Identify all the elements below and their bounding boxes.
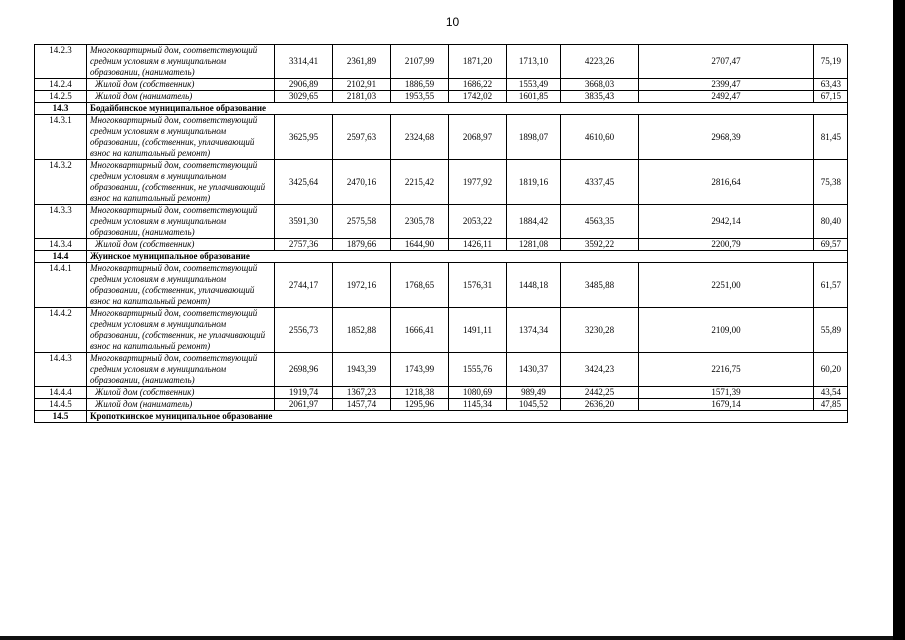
scan-bottom-edge — [0, 636, 893, 640]
value-cell: 75,19 — [814, 45, 848, 79]
value-cell: 1601,85 — [507, 91, 561, 103]
value-cell: 1644,90 — [391, 239, 449, 251]
value-cell: 2597,63 — [333, 115, 391, 160]
table-row — [35, 91, 848, 103]
row-description: Многоквартирный дом, соответствующий средним условиям в муниципальном образовании, (собственник, уплачивающий взнос на капитальный ремонт) — [87, 115, 275, 160]
value-cell: 1713,10 — [507, 45, 561, 79]
value-cell: 2556,73 — [275, 308, 333, 353]
value-cell: 81,45 — [814, 115, 848, 160]
value-cell: 1218,38 — [391, 387, 449, 399]
value-cell: 1426,11 — [449, 239, 507, 251]
row-code: 14.4 — [35, 251, 87, 263]
value-cell: 1571,39 — [639, 387, 814, 399]
row-description: Жилой дом (наниматель) — [87, 399, 275, 411]
table-row — [35, 308, 848, 353]
value-cell: 4223,26 — [561, 45, 639, 79]
value-cell: 3425,64 — [275, 160, 333, 205]
value-cell: 43,54 — [814, 387, 848, 399]
section-header-row — [35, 411, 848, 423]
row-code: 14.4.5 — [35, 399, 87, 411]
value-cell: 1555,76 — [449, 353, 507, 387]
row-code: 14.3.3 — [35, 205, 87, 239]
row-code: 14.3.2 — [35, 160, 87, 205]
value-cell: 2324,68 — [391, 115, 449, 160]
value-cell: 2109,00 — [639, 308, 814, 353]
table-row — [35, 45, 848, 79]
row-description: Многоквартирный дом, соответствующий средним условиям в муниципальном образовании, (собственник, не уплачивающий взнос на капитальный ремонт) — [87, 308, 275, 353]
value-cell: 4610,60 — [561, 115, 639, 160]
table-row — [35, 387, 848, 399]
value-cell: 1374,34 — [507, 308, 561, 353]
row-description: Многоквартирный дом, соответствующий средним условиям в муниципальном образовании, (наниматель) — [87, 205, 275, 239]
value-cell: 1080,69 — [449, 387, 507, 399]
value-cell: 2305,78 — [391, 205, 449, 239]
row-code: 14.4.3 — [35, 353, 87, 387]
row-description: Многоквартирный дом, соответствующий средним условиям в муниципальном образовании, (наниматель) — [87, 353, 275, 387]
value-cell: 1871,20 — [449, 45, 507, 79]
value-cell: 2102,91 — [333, 79, 391, 91]
row-description: Многоквартирный дом, соответствующий средним условиям в муниципальном образовании, (собственник, не уплачивающий взнос на капитальный ремонт) — [87, 160, 275, 205]
value-cell: 55,89 — [814, 308, 848, 353]
value-cell: 2968,39 — [639, 115, 814, 160]
value-cell: 75,38 — [814, 160, 848, 205]
value-cell: 2906,89 — [275, 79, 333, 91]
value-cell: 2942,14 — [639, 205, 814, 239]
row-code: 14.4.1 — [35, 263, 87, 308]
value-cell: 1576,31 — [449, 263, 507, 308]
value-cell: 2181,03 — [333, 91, 391, 103]
table-row — [35, 205, 848, 239]
value-cell: 1742,02 — [449, 91, 507, 103]
row-code: 14.3.4 — [35, 239, 87, 251]
row-description: Жилой дом (собственник) — [87, 79, 275, 91]
section-header-row — [35, 103, 848, 115]
value-cell: 60,20 — [814, 353, 848, 387]
value-cell: 1819,16 — [507, 160, 561, 205]
value-cell: 1852,88 — [333, 308, 391, 353]
page-number: 10 — [445, 15, 460, 29]
row-code: 14.2.4 — [35, 79, 87, 91]
value-cell: 2636,20 — [561, 399, 639, 411]
value-cell: 4337,45 — [561, 160, 639, 205]
value-cell: 63,43 — [814, 79, 848, 91]
row-code: 14.3 — [35, 103, 87, 115]
row-description: Жилой дом (собственник) — [87, 387, 275, 399]
value-cell: 1768,65 — [391, 263, 449, 308]
row-description: Многоквартирный дом, соответствующий средним условиям в муниципальном образовании, (собственник, уплачивающий взнос на капитальный ремонт) — [87, 263, 275, 308]
value-cell: 1045,52 — [507, 399, 561, 411]
value-cell: 1879,66 — [333, 239, 391, 251]
table-row — [35, 353, 848, 387]
value-cell: 3625,95 — [275, 115, 333, 160]
value-cell: 2757,36 — [275, 239, 333, 251]
value-cell: 4563,35 — [561, 205, 639, 239]
value-cell: 3314,41 — [275, 45, 333, 79]
value-cell: 3592,22 — [561, 239, 639, 251]
table-row — [35, 399, 848, 411]
section-title: Жуинское муниципальное образование — [87, 251, 848, 263]
value-cell: 2200,79 — [639, 239, 814, 251]
value-cell: 1898,07 — [507, 115, 561, 160]
table-row — [35, 263, 848, 308]
value-cell: 1884,42 — [507, 205, 561, 239]
row-code: 14.3.1 — [35, 115, 87, 160]
value-cell: 2068,97 — [449, 115, 507, 160]
row-description: Жилой дом (собственник) — [87, 239, 275, 251]
tariff-table — [34, 44, 848, 423]
table-row — [35, 115, 848, 160]
value-cell: 1553,49 — [507, 79, 561, 91]
value-cell: 3835,43 — [561, 91, 639, 103]
value-cell: 2361,89 — [333, 45, 391, 79]
value-cell: 2061,97 — [275, 399, 333, 411]
value-cell: 2107,99 — [391, 45, 449, 79]
row-code: 14.5 — [35, 411, 87, 423]
row-description: Многоквартирный дом, соответствующий средним условиям в муниципальном образовании, (наниматель) — [87, 45, 275, 79]
table-row — [35, 239, 848, 251]
value-cell: 2215,42 — [391, 160, 449, 205]
value-cell: 2492,47 — [639, 91, 814, 103]
value-cell: 2470,16 — [333, 160, 391, 205]
value-cell: 61,57 — [814, 263, 848, 308]
value-cell: 2816,64 — [639, 160, 814, 205]
value-cell: 1145,34 — [449, 399, 507, 411]
value-cell: 1367,23 — [333, 387, 391, 399]
value-cell: 2707,47 — [639, 45, 814, 79]
table-row — [35, 79, 848, 91]
value-cell: 1886,59 — [391, 79, 449, 91]
value-cell: 3591,30 — [275, 205, 333, 239]
value-cell: 2744,17 — [275, 263, 333, 308]
row-code: 14.2.5 — [35, 91, 87, 103]
value-cell: 1430,37 — [507, 353, 561, 387]
section-header-row — [35, 251, 848, 263]
value-cell: 1448,18 — [507, 263, 561, 308]
value-cell: 2698,96 — [275, 353, 333, 387]
table-body — [35, 45, 848, 423]
value-cell: 2575,58 — [333, 205, 391, 239]
value-cell: 989,49 — [507, 387, 561, 399]
table-row — [35, 160, 848, 205]
value-cell: 69,57 — [814, 239, 848, 251]
value-cell: 1743,99 — [391, 353, 449, 387]
value-cell: 1491,11 — [449, 308, 507, 353]
value-cell: 2251,00 — [639, 263, 814, 308]
row-description: Жилой дом (наниматель) — [87, 91, 275, 103]
row-code: 14.2.3 — [35, 45, 87, 79]
value-cell: 3029,65 — [275, 91, 333, 103]
value-cell: 1666,41 — [391, 308, 449, 353]
value-cell: 1679,14 — [639, 399, 814, 411]
value-cell: 3230,28 — [561, 308, 639, 353]
section-title: Кропоткинское муниципальное образование — [87, 411, 848, 423]
value-cell: 1686,22 — [449, 79, 507, 91]
value-cell: 1295,96 — [391, 399, 449, 411]
value-cell: 1457,74 — [333, 399, 391, 411]
value-cell: 1919,74 — [275, 387, 333, 399]
value-cell: 1943,39 — [333, 353, 391, 387]
row-code: 14.4.4 — [35, 387, 87, 399]
value-cell: 3485,88 — [561, 263, 639, 308]
value-cell: 1281,08 — [507, 239, 561, 251]
value-cell: 67,15 — [814, 91, 848, 103]
value-cell: 47,85 — [814, 399, 848, 411]
scan-edge — [893, 0, 905, 640]
value-cell: 2053,22 — [449, 205, 507, 239]
value-cell: 2442,25 — [561, 387, 639, 399]
value-cell: 3668,03 — [561, 79, 639, 91]
value-cell: 1972,16 — [333, 263, 391, 308]
value-cell: 2399,47 — [639, 79, 814, 91]
value-cell: 2216,75 — [639, 353, 814, 387]
section-title: Бодайбинское муниципальное образование — [87, 103, 848, 115]
row-code: 14.4.2 — [35, 308, 87, 353]
value-cell: 1977,92 — [449, 160, 507, 205]
value-cell: 80,40 — [814, 205, 848, 239]
value-cell: 3424,23 — [561, 353, 639, 387]
value-cell: 1953,55 — [391, 91, 449, 103]
